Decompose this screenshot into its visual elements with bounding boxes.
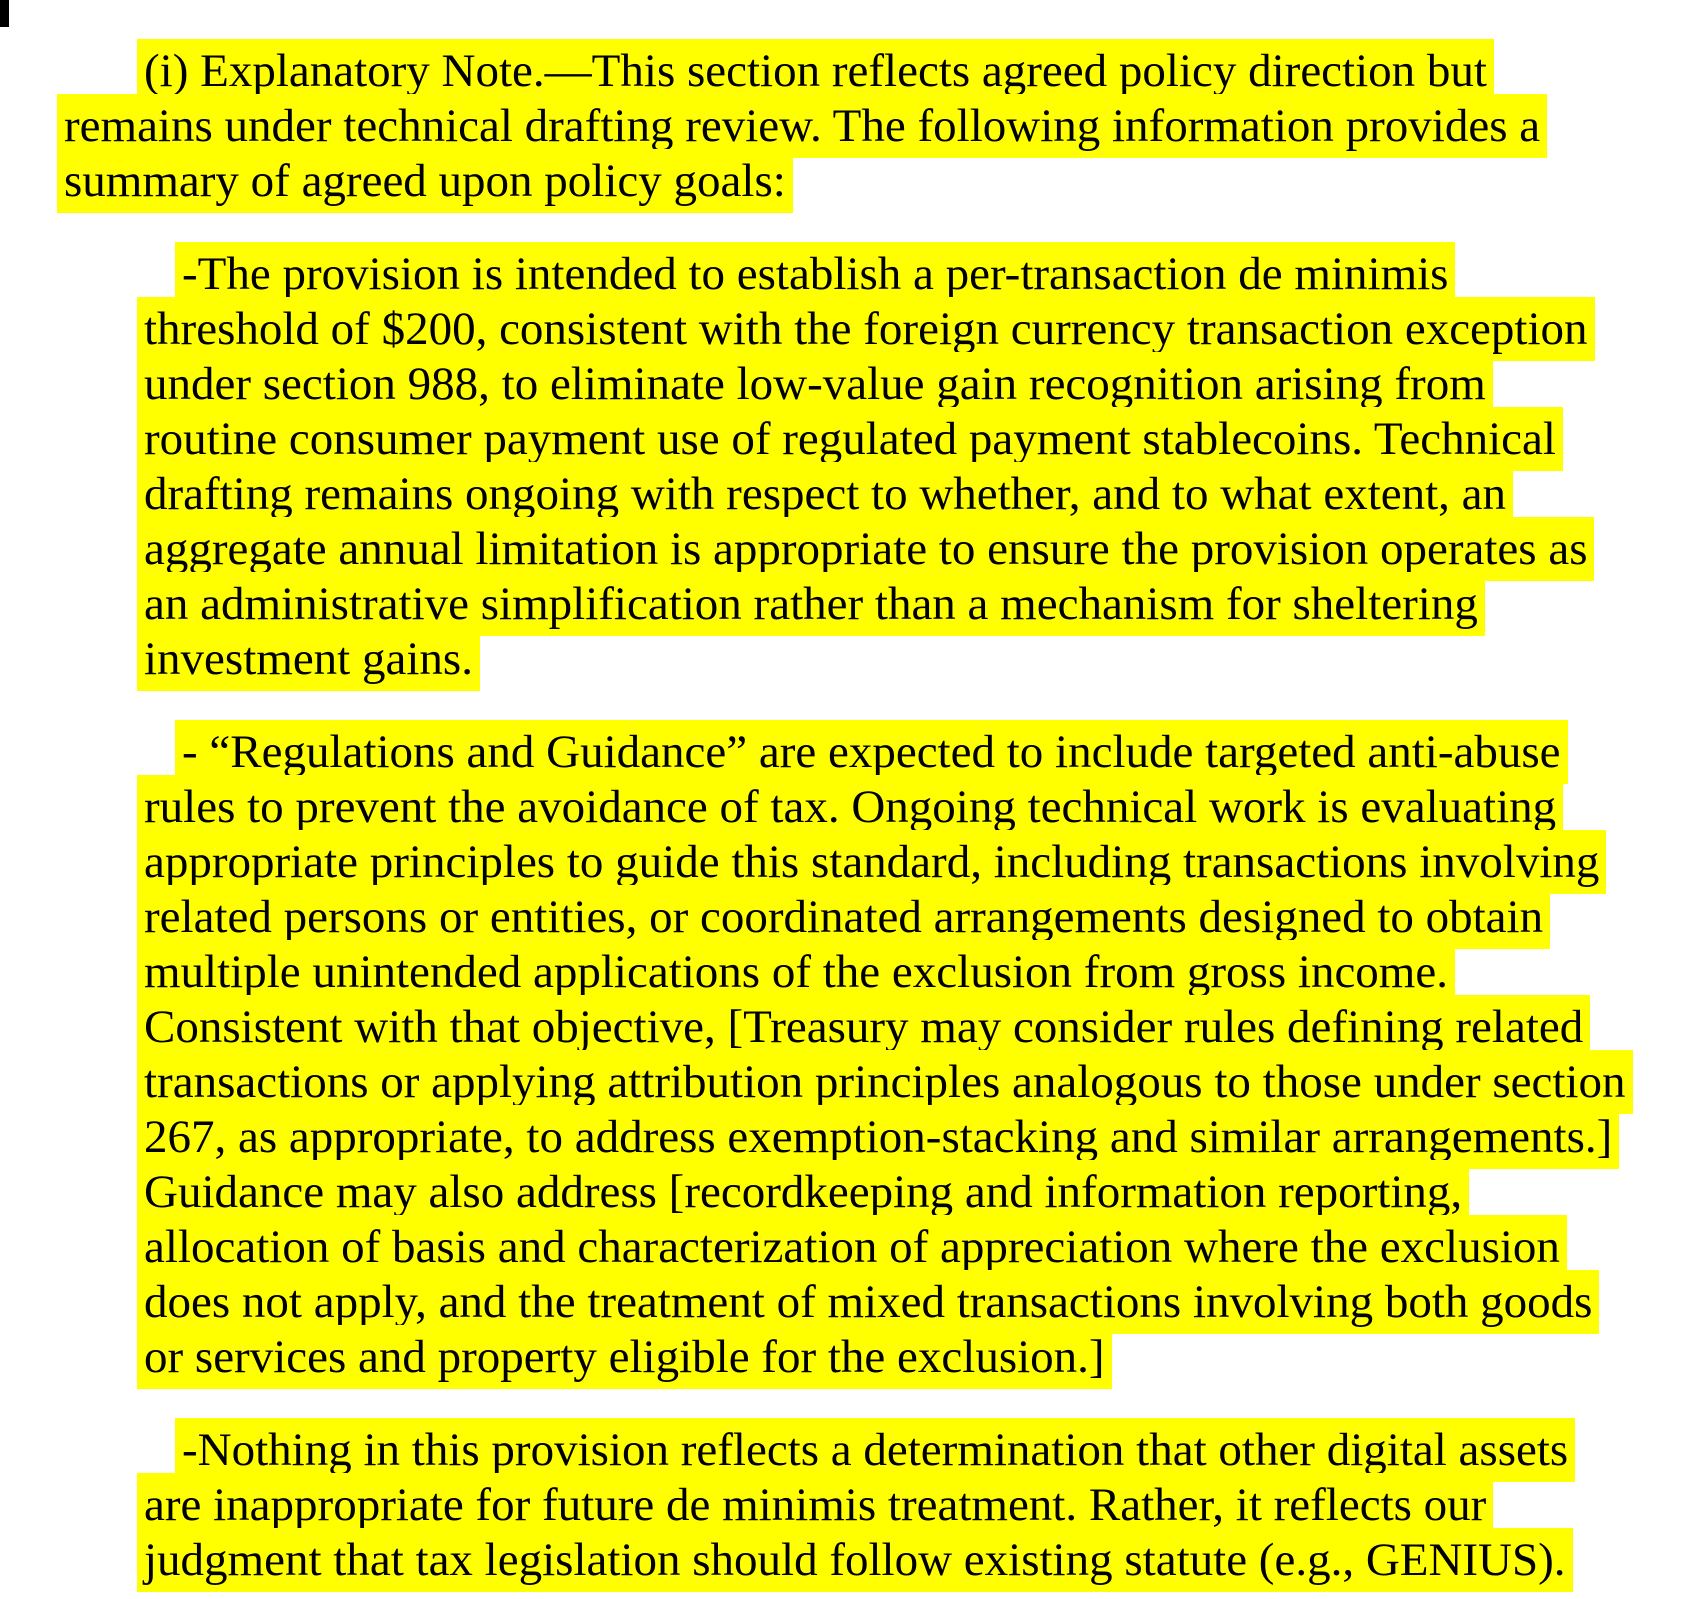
highlighted-text: -The provision is intended to establish a per-transaction de minimis threshold of $200, consistent with the foreign currency transaction exception under section 988, to eliminate low-value gain recognition arising from routine consumer payment use of regulated payment stablecoins. Technical drafting remains ongoing with respect to whether, and to what extent, an aggregate annual limitation is appropriate to ensure the provision operates as an administrative simplification rather than a mechanism for sheltering investment gains. [137, 242, 1595, 691]
highlighted-text: (i) Explanatory Note.—This section reflects agreed policy direction but remains under technical drafting review. The following information provides a summary of agreed upon policy goals: [57, 39, 1547, 213]
paragraph-other-digital-assets [137, 1423, 1628, 1588]
highlighted-text: - “Regulations and Guidance” are expected to include targeted anti-abuse rules to prevent the avoidance of tax. Ongoing technical work is evaluating appropriate principles to guide this standard, including transactions involving related persons or entities, or coordinated arrangements designed to obtain multiple unintended applications of the exclusion from gross income. Consistent with that objective, [Treasury may consider rules defining related transactions or applying attribution principles analogous to those under section 267, as appropriate, to address exemption-stacking and similar arrangements.] Guidance may also address [recordkeeping and information reporting, allocation of basis and characterization of appreciation where the exclusion does not apply, and the treatment of mixed transactions involving both goods or services and property eligible for the exclusion.] [137, 720, 1633, 1389]
highlighted-text: -Nothing in this provision reflects a determination that other digital assets are inappropriate for future de minimis treatment. Rather, it reflects our judgment that tax legislation should follow existing statute (e.g., GENIUS). [137, 1418, 1575, 1592]
paragraph-regulations-and-guidance [137, 725, 1628, 1385]
paragraph-de-minimis-threshold [137, 247, 1628, 687]
paragraph-explanatory-note [57, 44, 1628, 209]
